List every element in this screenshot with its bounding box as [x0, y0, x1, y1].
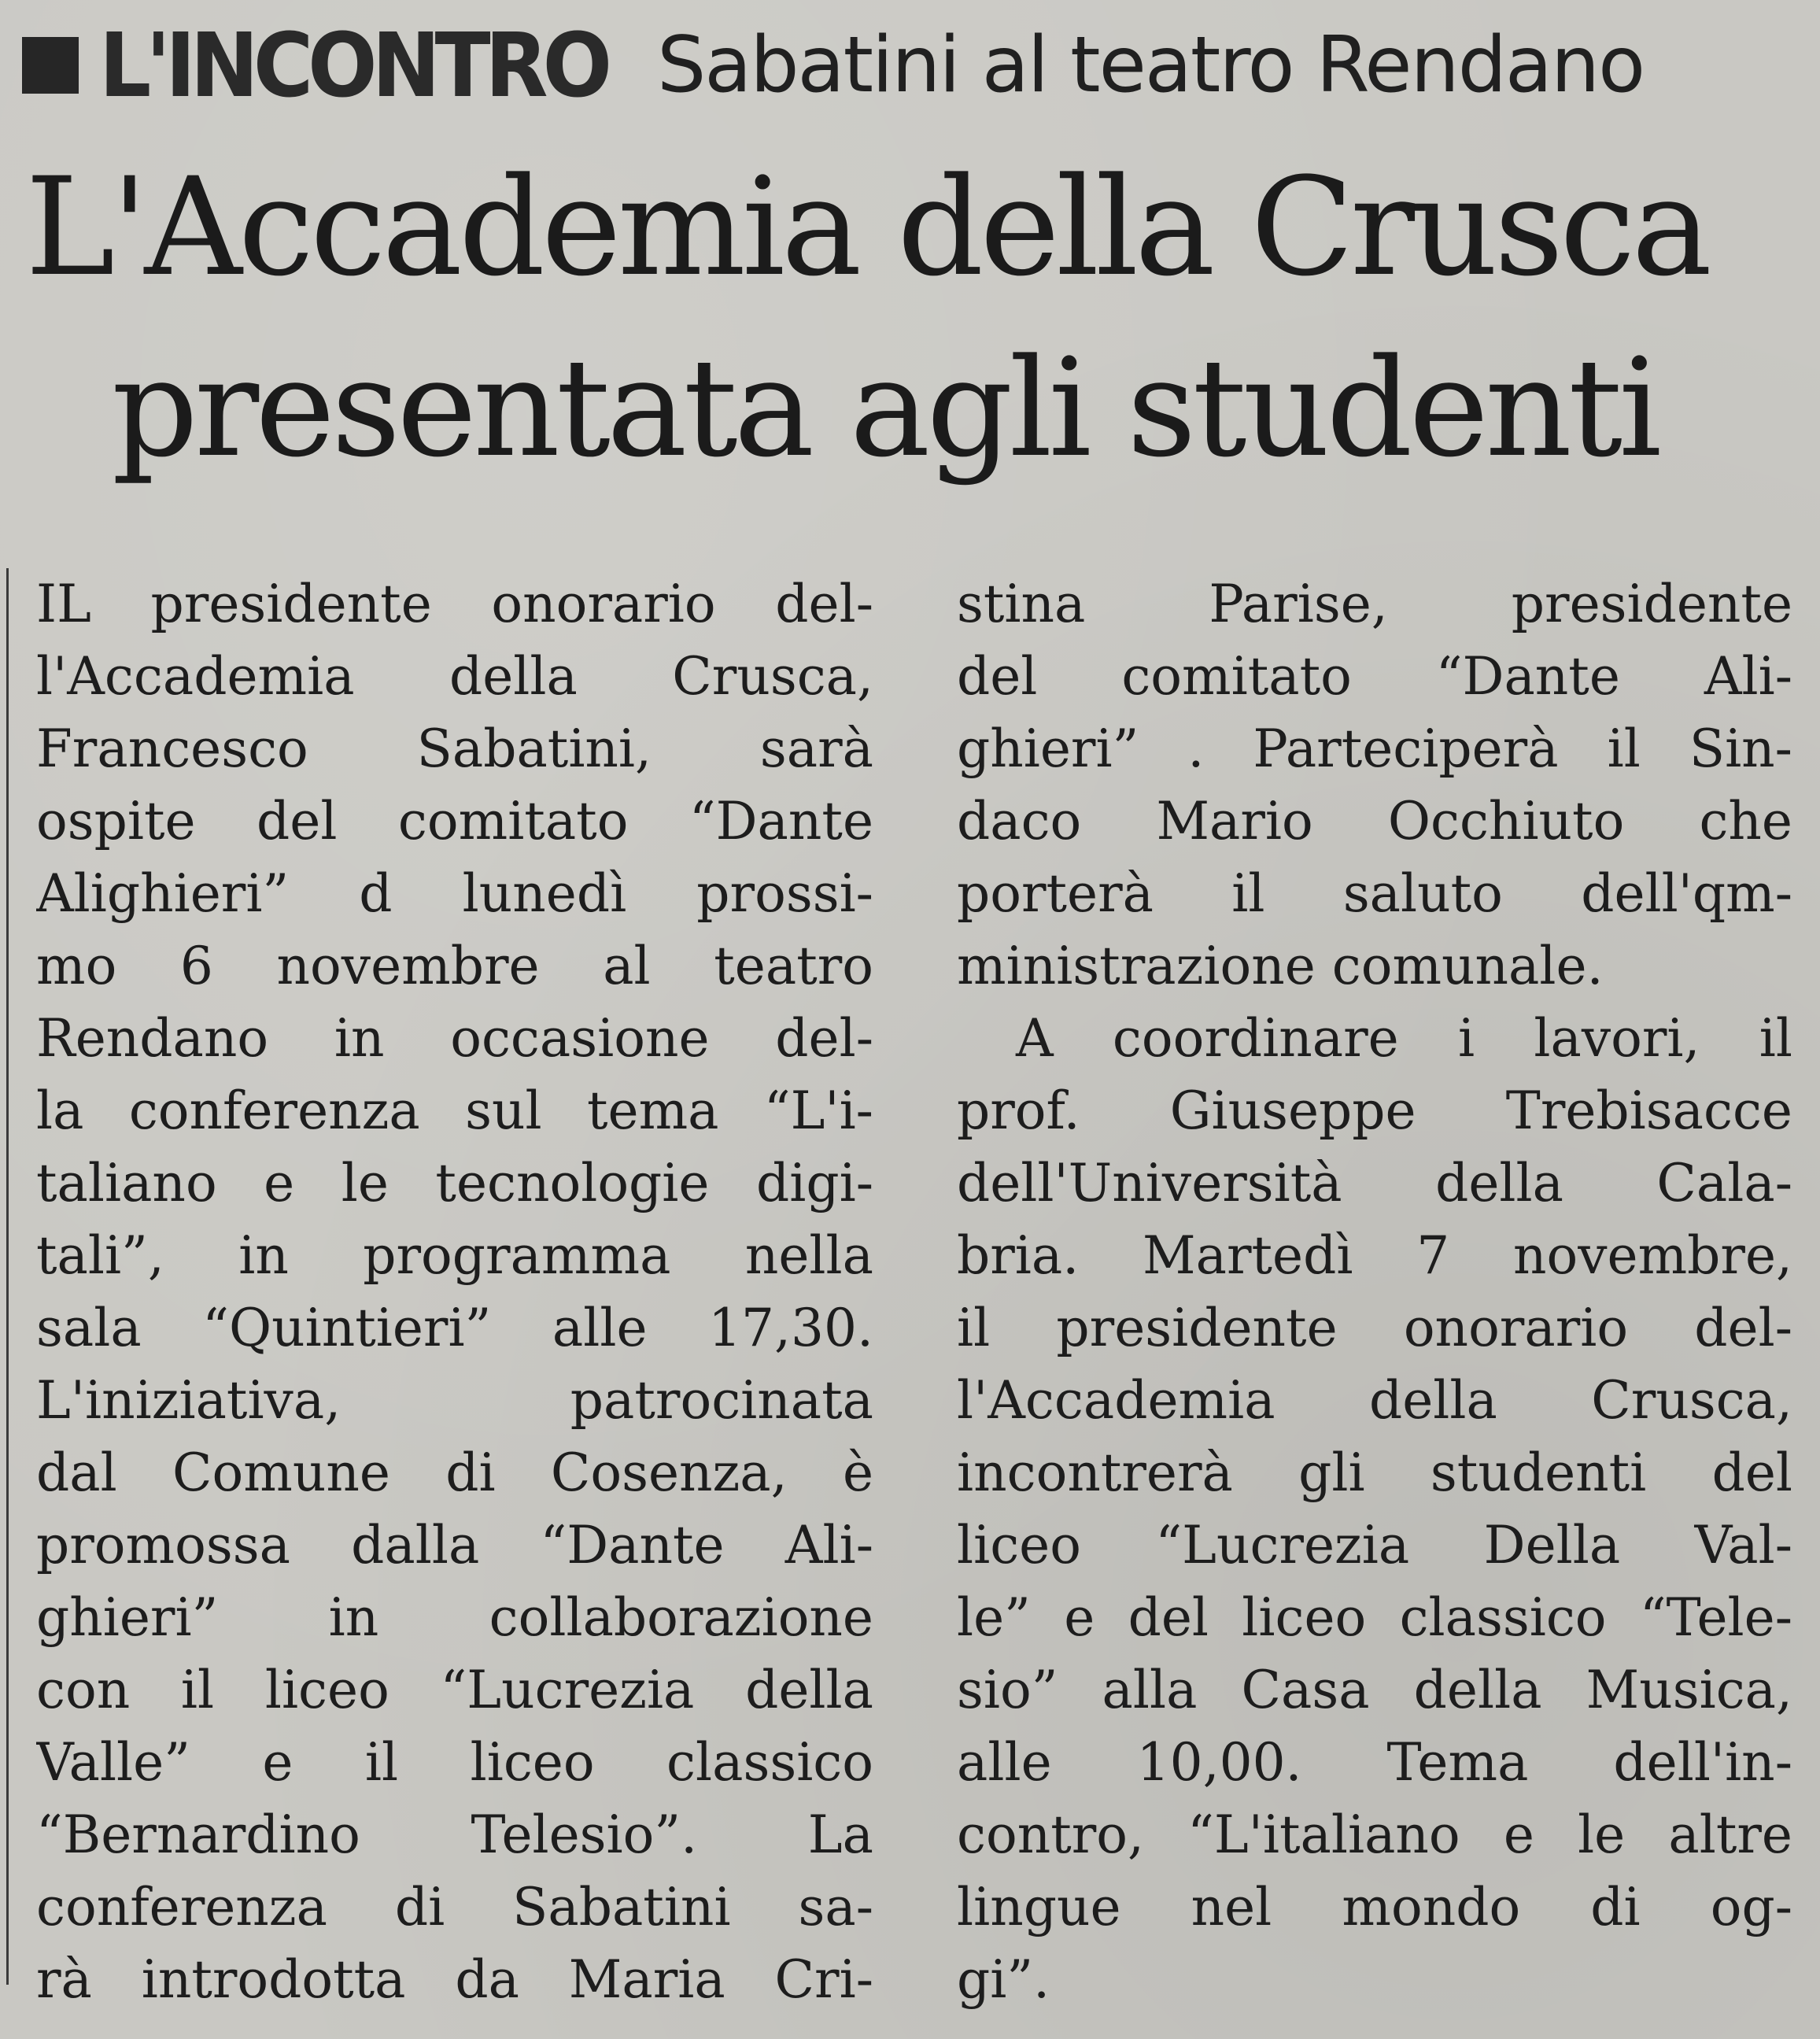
text-line: ghieri” . Parteciperà il Sin-: [957, 718, 1792, 779]
text-line: porterà il saluto dell'qm-: [957, 863, 1792, 924]
text-line: con il liceo “Lucrezia della: [36, 1660, 873, 1720]
article-right-column: [957, 568, 1792, 2016]
text-line: prof. Giuseppe Trebisacce: [957, 1080, 1792, 1141]
text-line: ghieri” in collaborazione: [36, 1587, 873, 1648]
article-left-column: [36, 568, 873, 2016]
text-line: sala “Quintieri” alle 17,30.: [36, 1298, 873, 1358]
text-line: l'Accademia della Crusca,: [36, 646, 873, 707]
text-line: stina Parise, presidente: [957, 574, 1792, 634]
text-line: ospite del comitato “Dante: [36, 791, 873, 851]
kicker-row: [22, 14, 1808, 116]
text-line: taliano e le tecnologie digi-: [36, 1153, 873, 1213]
text-line: promossa dalla “Dante Ali-: [36, 1515, 873, 1575]
column-rule: [6, 568, 9, 1985]
text-line: alle 10,00. Tema dell'in-: [957, 1732, 1792, 1793]
text-line: la conferenza sul tema “L'i-: [36, 1080, 873, 1141]
kicker-square-icon: [22, 37, 79, 94]
text-line: Valle” e il liceo classico: [36, 1732, 873, 1793]
kicker-label: L'INCONTRO: [99, 13, 607, 117]
headline-line-2: presentata agli studenti: [111, 329, 1659, 487]
kicker-title: Sabatini al teatro Rendano: [657, 20, 1645, 110]
text-line: IL presidente onorario del-: [36, 574, 873, 634]
text-line: dell'Università della Cala-: [957, 1153, 1792, 1213]
text-line: l'Accademia della Crusca,: [957, 1370, 1792, 1431]
text-line: dal Comune di Cosenza, è: [36, 1442, 873, 1503]
text-line: lingue nel mondo di og-: [957, 1877, 1792, 1937]
text-line: Francesco Sabatini, sarà: [36, 718, 873, 779]
text-line: L'iniziativa, patrocinata: [36, 1370, 873, 1431]
text-line: sio” alla Casa della Musica,: [957, 1660, 1792, 1720]
text-line: Rendano in occasione del-: [36, 1008, 873, 1069]
text-line: Alighieri” d lunedì prossi-: [36, 863, 873, 924]
text-line: gi”.: [957, 1949, 1050, 2010]
text-line: il presidente onorario del-: [957, 1298, 1792, 1358]
text-line: bria. Martedì 7 novembre,: [957, 1225, 1792, 1286]
text-line: conferenza di Sabatini sa-: [36, 1877, 873, 1937]
text-line: daco Mario Occhiuto che: [957, 791, 1792, 851]
text-line: le” e del liceo classico “Tele-: [957, 1587, 1792, 1648]
text-line: “Bernardino Telesio”. La: [36, 1804, 873, 1865]
text-line: ministrazione comunale.: [957, 936, 1604, 996]
text-line: incontrerà gli studenti del: [957, 1442, 1792, 1503]
text-line: A coordinare i lavori, il: [1016, 1008, 1792, 1069]
text-line: rà introdotta da Maria Cri-: [36, 1949, 873, 2010]
text-line: liceo “Lucrezia Della Val-: [957, 1515, 1792, 1575]
text-line: del comitato “Dante Ali-: [957, 646, 1792, 707]
text-line: mo 6 novembre al teatro: [36, 936, 873, 996]
headline-line-1: L'Accademia della Crusca: [24, 148, 1708, 306]
text-line: contro, “L'italiano e le altre: [957, 1804, 1792, 1865]
text-line: tali”, in programma nella: [36, 1225, 873, 1286]
